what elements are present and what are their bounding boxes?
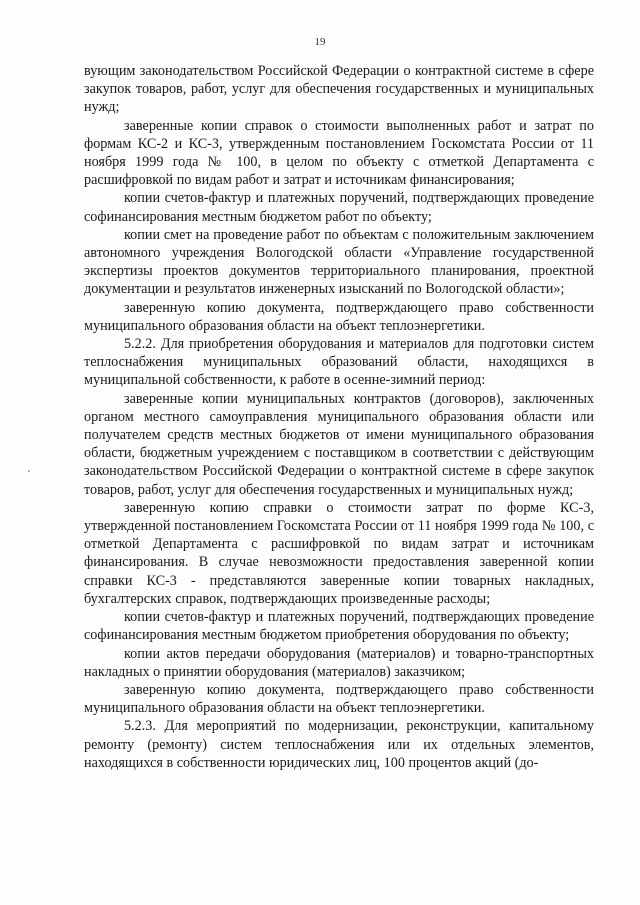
section-paragraph-5-2-3: 5.2.3. Для мероприятий по модернизации, реконструкции, капитальному ремонту (ремонту) систем теплоснабжения или их отдельных элементов, находящихся в собственности юридических лиц, 100 процентов акций (до-	[84, 718, 594, 771]
section-paragraph-5-2-2: 5.2.2. Для приобретения оборудования и материалов для подготовки систем теплоснабжения муниципальных образований области, находящихся в муниципальной собственности, к работе в осенне-зимний период:	[84, 336, 594, 389]
paragraph: копии счетов-фактур и платежных поручений, подтверждающих проведение софинансирования местным бюджетом приобретения оборудования по объекту;	[84, 609, 594, 644]
document-body	[84, 62, 594, 772]
paragraph: копии актов передачи оборудования (материалов) и товарно-транспортных накладных о принятии оборудования (материалов) заказчиком;	[84, 645, 594, 680]
paragraph: заверенные копии муниципальных контрактов (договоров), заключенных органом местного самоуправления муниципального образования области или получателем средств местных бюджетов от имени муниципального образования области, бюджетным учреждением с поставщиком в соответствии с действующим законодательством Российской Федерации о контрактной системе в сфере закупок товаров, работ, услуг для обеспечения государственных и муниципальных нужд;	[84, 390, 594, 498]
paragraph: вующим законодательством Российской Федерации о контрактной системе в сфере закупок товаров, работ, услуг для обеспечения государственных и муниципальных нужд;	[84, 63, 594, 116]
paragraph: заверенные копии справок о стоимости выполненных работ и затрат по формам КС-2 и КС-3, утвержденным постановлением Госкомстата России от 11 ноября 1999 года № 100, в целом по объекту с отметкой Департамента с расшифровкой по видам работ и затрат и источникам финансирования;	[84, 117, 594, 189]
paragraph: заверенную копию справки о стоимости затрат по форме КС-3, утвержденной постановлением Госкомстата России от 11 ноября 1999 года № 100, с отметкой Департамента с расшифровкой по видам затрат и источникам финансирования. В случае невозможности предоставления заверенной копии справки КС-3 - представляются заверенные копии товарных накладных, бухгалтерских справок, подтверждающих произведенные расходы;	[84, 499, 594, 607]
paragraph: заверенную копию документа, подтверждающего право собственности муниципального образования области на объект теплоэнергетики.	[84, 299, 594, 334]
scan-dot	[28, 470, 30, 472]
paragraph: копии счетов-фактур и платежных поручений, подтверждающих проведение софинансирования местным бюджетом работ по объекту;	[84, 190, 594, 225]
paragraph: копии смет на проведение работ по объектам с положительным заключением автономного учреждения Вологодской области «Управление государственной экспертизы проектов документов территориального планирования, проектной документации и результатов инженерных изысканий по Вологодской области»;	[84, 226, 594, 298]
paragraph: заверенную копию документа, подтверждающего право собственности муниципального образования области на объект теплоэнергетики.	[84, 681, 594, 717]
page-number: 19	[314, 36, 326, 48]
